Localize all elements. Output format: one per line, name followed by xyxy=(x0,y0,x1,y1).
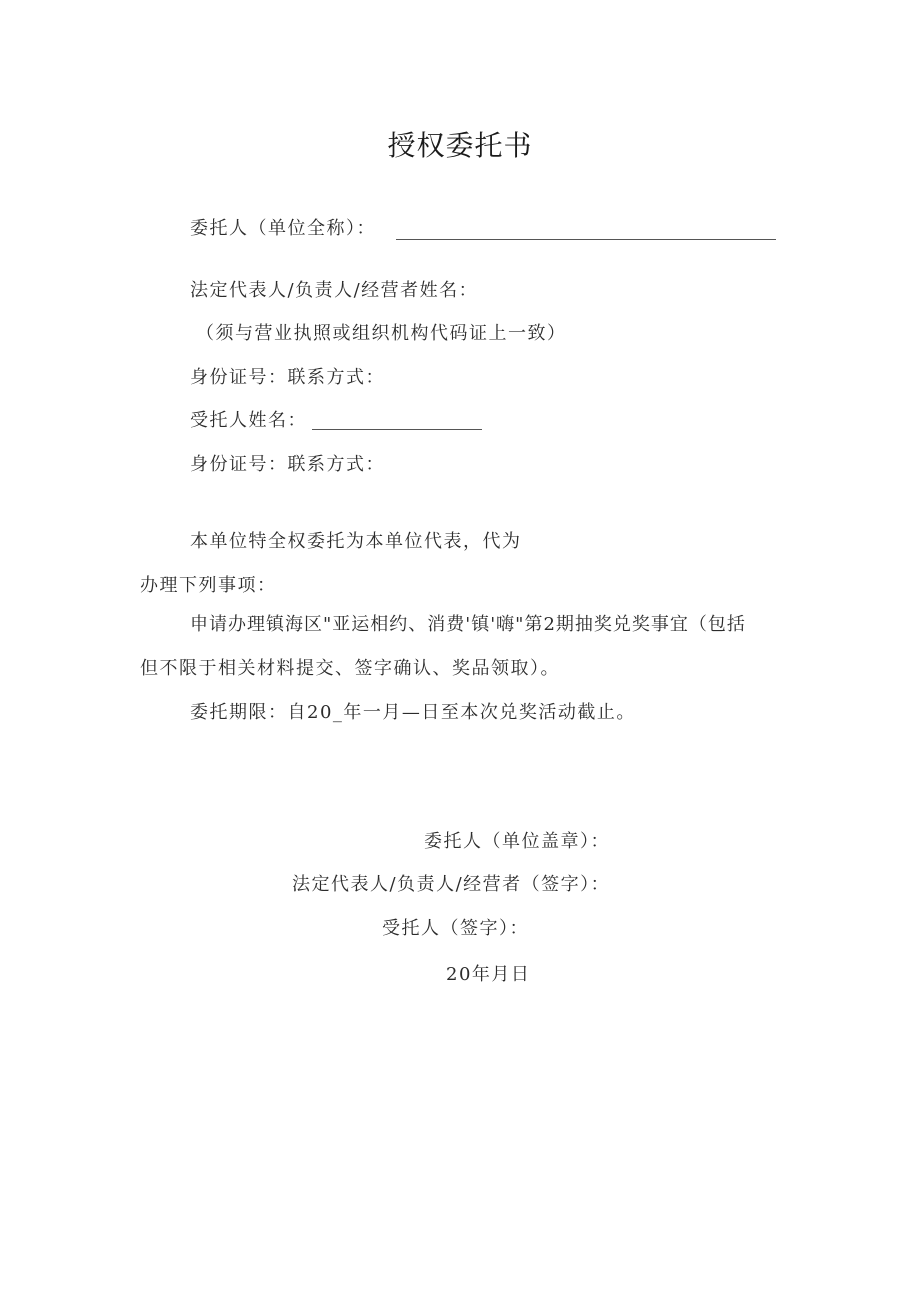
principal-label: 委托人（单位全称）： xyxy=(190,218,376,239)
delegation-line-2: 办理下列事项： xyxy=(140,575,277,596)
agent-sign-line: 受托人（签字）： xyxy=(382,918,529,939)
legal-rep-sign-line: 法定代表人/负责人/经营者（签字）： xyxy=(292,874,611,895)
matter-line-1: 申请办理镇海区"亚运相约、消费'镇'嗨"第2期抽奖兑奖事宜（包括 xyxy=(190,614,746,635)
delegation-line-1: 本单位特全权委托为本单位代表，代为 xyxy=(190,531,522,552)
principal-row xyxy=(190,217,376,241)
agent-name-label: 受托人姓名： xyxy=(190,410,307,431)
agent-row xyxy=(190,409,307,433)
sign-date: 20年月日 xyxy=(446,964,531,985)
agent-id-contact: 身份证号：联系方式： xyxy=(190,454,385,475)
agent-name-blank xyxy=(312,409,482,430)
delegation-term: 委托期限：自20_年一月—日至本次兑奖活动截止。 xyxy=(190,702,636,723)
legal-rep-label: 法定代表人/负责人/经营者姓名： xyxy=(190,280,479,301)
principal-id-contact: 身份证号：联系方式： xyxy=(190,367,385,388)
consistency-note: （须与营业执照或组织机构代码证上一致） xyxy=(196,323,567,344)
principal-name-blank xyxy=(396,219,776,240)
matter-line-2: 但不限于相关材料提交、签字确认、奖品领取）。 xyxy=(140,658,560,679)
principal-seal-line: 委托人（单位盖章）： xyxy=(424,831,610,852)
document-title: 授权委托书 xyxy=(387,129,533,162)
